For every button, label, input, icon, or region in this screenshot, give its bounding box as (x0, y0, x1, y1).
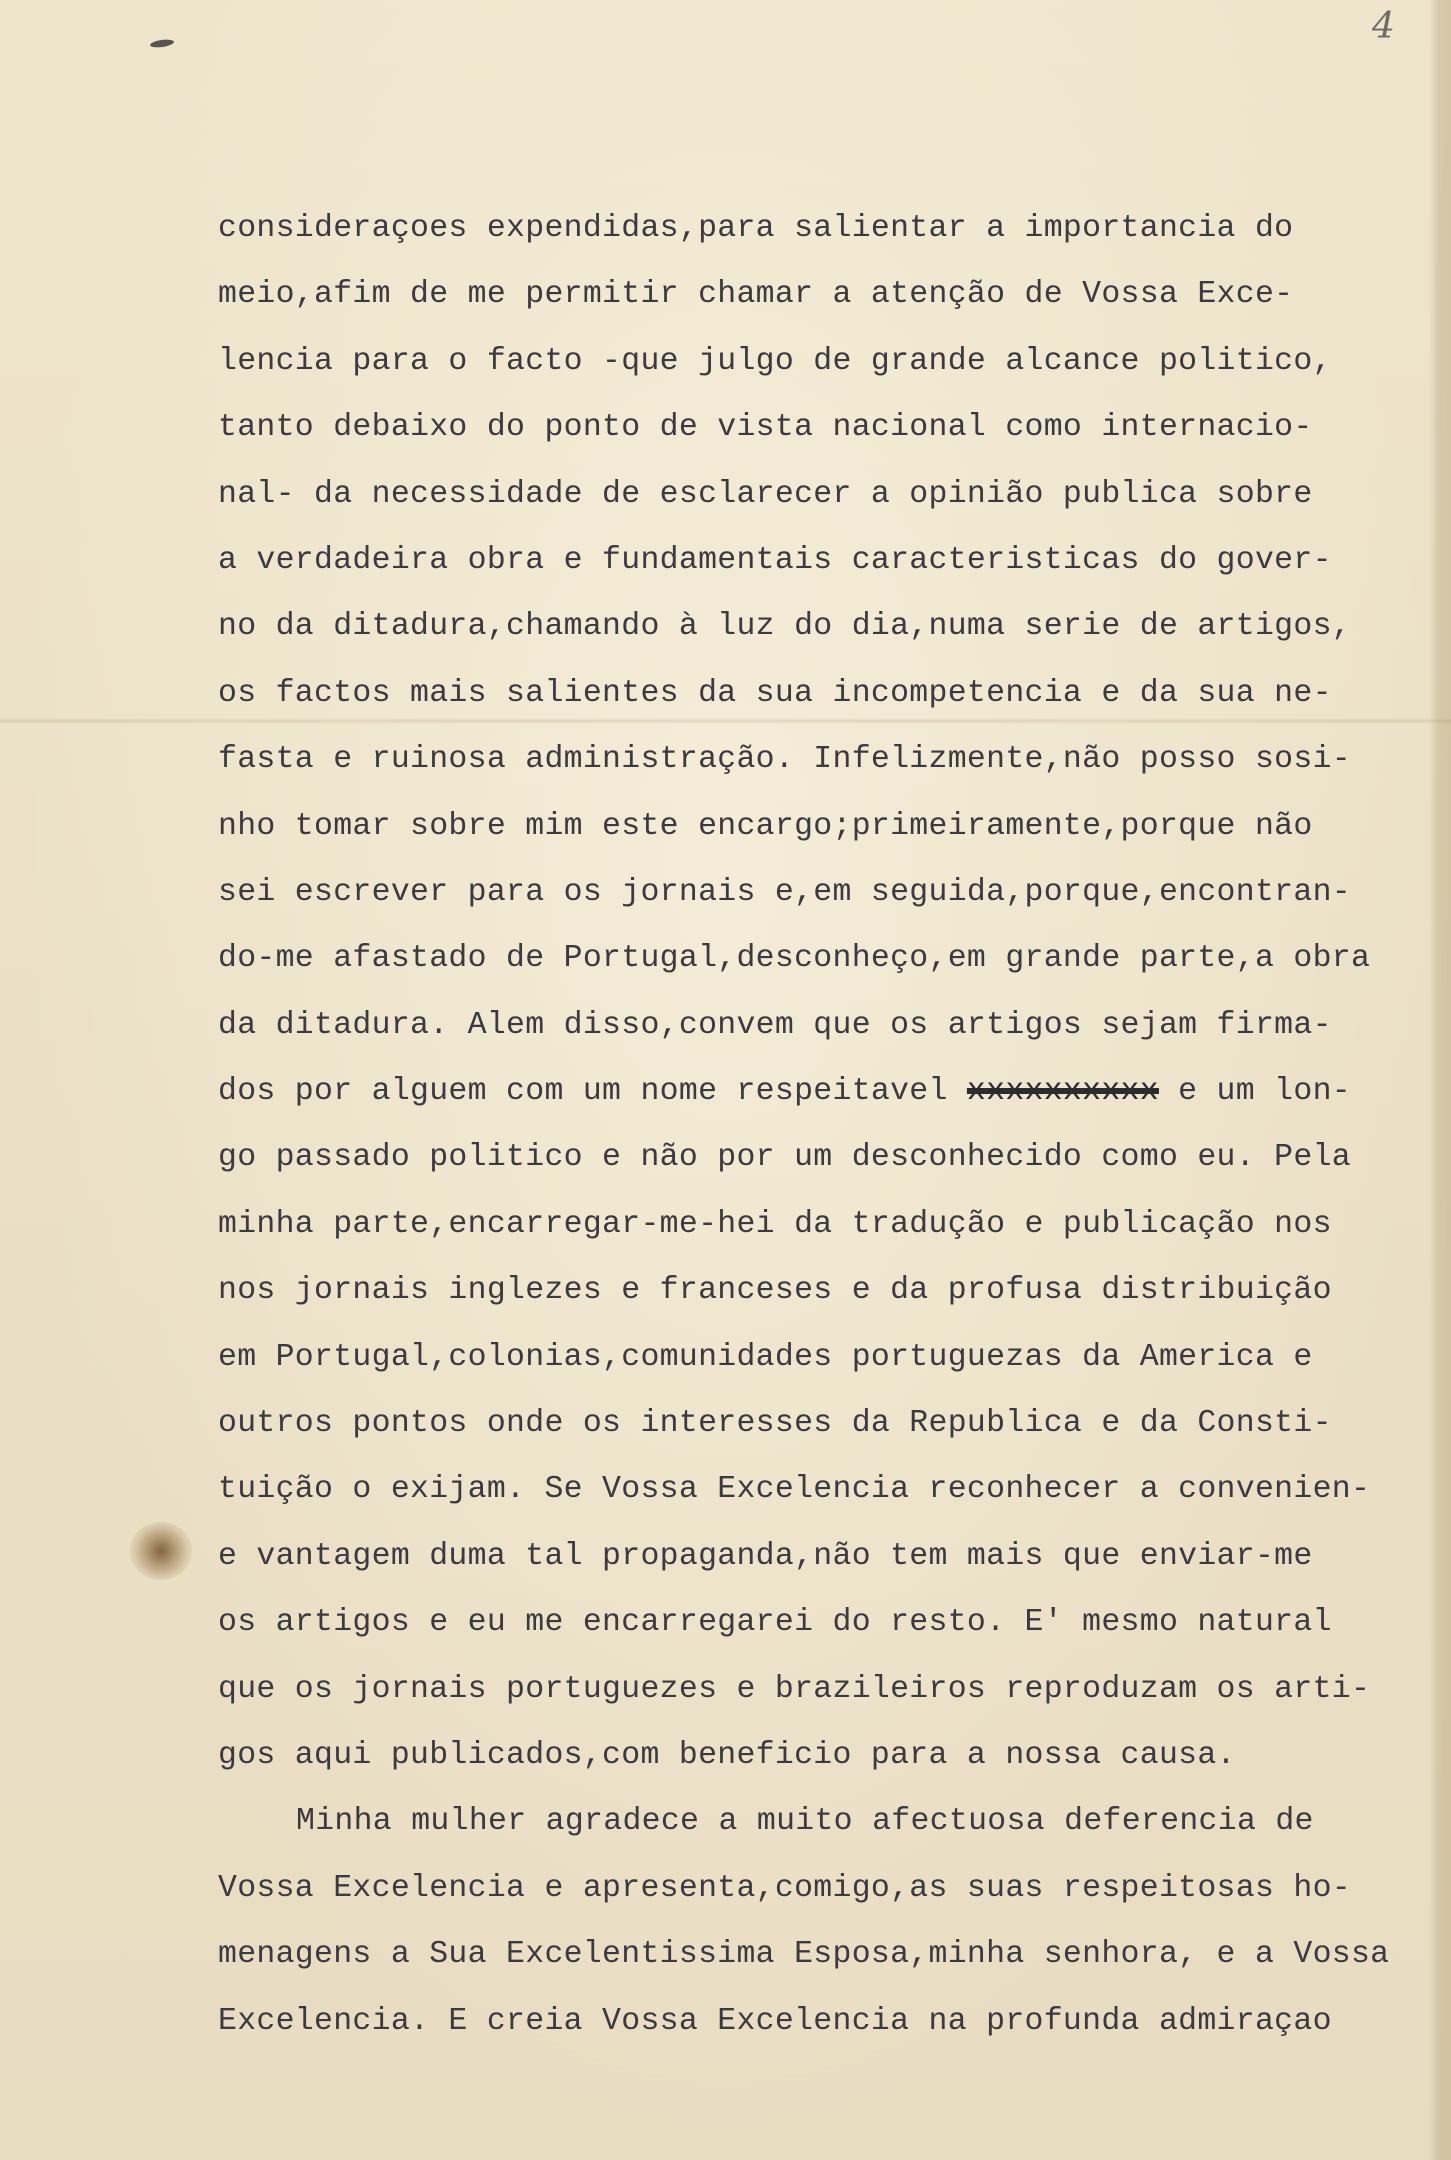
line-text: os factos mais salientes da sua incompetencia e da sua ne- (218, 675, 1332, 711)
line-text: a verdadeira obra e fundamentais caracteristicas do gover- (218, 542, 1332, 578)
text-line (218, 1325, 1389, 1391)
line-text: fasta e ruinosa administração. Infelizmente,não posso sosi- (218, 742, 1351, 778)
line-text: em Portugal,colonias,comunidades portuguezas da America e (218, 1339, 1313, 1375)
text-line (218, 1059, 1389, 1125)
line-text: go passado politico e não por um desconhecido como eu. Pela (218, 1140, 1351, 1176)
text-line (218, 262, 1389, 328)
ink-mark (150, 38, 175, 48)
page-number: 4 (1372, 6, 1395, 47)
line-text: tanto debaixo do ponto de vista nacional como internacio- (218, 410, 1313, 446)
text-line (218, 727, 1389, 793)
text-line (218, 1922, 1389, 1988)
line-text: sei escrever para os jornais e,em seguida,porque,encontran- (218, 874, 1351, 910)
struck-out-text: xxxxxxxxxx (966, 1074, 1159, 1110)
text-line (218, 1391, 1389, 1457)
line-text: meio,afim de me permitir chamar a atenção de Vossa Exce- (218, 277, 1294, 313)
text-line (218, 329, 1389, 395)
text-line (218, 1524, 1389, 1590)
line-text-continued: e um lon- (1158, 1074, 1351, 1110)
text-line (218, 528, 1389, 594)
text-line (218, 1856, 1389, 1922)
ink-stain (130, 1522, 192, 1580)
text-line (218, 1657, 1389, 1723)
text-line (218, 1723, 1389, 1789)
line-text: tuição o exijam. Se Vossa Excelencia reconhecer a convenien- (218, 1472, 1371, 1508)
text-line (218, 860, 1389, 926)
line-text: outros pontos onde os interesses da Republica e da Consti- (218, 1406, 1332, 1442)
line-text: menagens a Sua Excelentissima Esposa,minha senhora, e a Vossa (218, 1937, 1390, 1973)
line-text: nho tomar sobre mim este encargo;primeiramente,porque não (218, 808, 1313, 844)
text-line (218, 594, 1389, 660)
line-text: e vantagem duma tal propaganda,não tem mais que enviar-me (218, 1538, 1313, 1574)
text-line (218, 1457, 1389, 1523)
text-line (218, 1125, 1389, 1191)
line-text: Minha mulher agradece a muito afectuosa deferencia de (296, 1804, 1314, 1840)
text-line (218, 1590, 1389, 1656)
text-line (218, 196, 1389, 262)
line-text: Excelencia. E creia Vossa Excelencia na profunda admiraçao (218, 2003, 1332, 2039)
text-line (218, 395, 1389, 461)
text-line (218, 993, 1389, 1059)
line-text: nos jornais inglezes e franceses e da profusa distribuição (218, 1273, 1332, 1309)
text-line (218, 794, 1389, 860)
text-line (218, 661, 1389, 727)
line-text: dos por alguem com um nome respeitavel (218, 1074, 967, 1110)
text-line (218, 1192, 1389, 1258)
line-text: que os jornais portuguezes e brazileiros reproduzam os arti- (218, 1671, 1371, 1707)
text-line (218, 1789, 1389, 1855)
line-text: consideraçoes expendidas,para salientar a importancia do (218, 211, 1294, 246)
line-text: gos aqui publicados,com beneficio para a nossa causa. (218, 1737, 1236, 1773)
line-text: minha parte,encarregar-me-hei da tradução e publicação nos (218, 1206, 1332, 1242)
typewritten-body (218, 196, 1389, 2055)
line-text: no da ditadura,chamando à luz do dia,numa serie de artigos, (218, 609, 1351, 645)
line-text: Vossa Excelencia e apresenta,comigo,as suas respeitosas ho- (218, 1870, 1351, 1906)
text-line (218, 1258, 1389, 1324)
paper-edge (1429, 0, 1451, 2160)
text-line (218, 1989, 1389, 2055)
line-text: do-me afastado de Portugal,desconheço,em grande parte,a obra (218, 941, 1371, 977)
line-text: da ditadura. Alem disso,convem que os artigos sejam firma- (218, 1007, 1332, 1043)
text-line (218, 462, 1389, 528)
text-line (218, 926, 1389, 992)
line-text: os artigos e eu me encarregarei do resto. E' mesmo natural (218, 1605, 1332, 1641)
line-text: lencia para o facto -que julgo de grande alcance politico, (218, 343, 1332, 379)
line-text: nal- da necessidade de esclarecer a opinião publica sobre (218, 476, 1313, 512)
